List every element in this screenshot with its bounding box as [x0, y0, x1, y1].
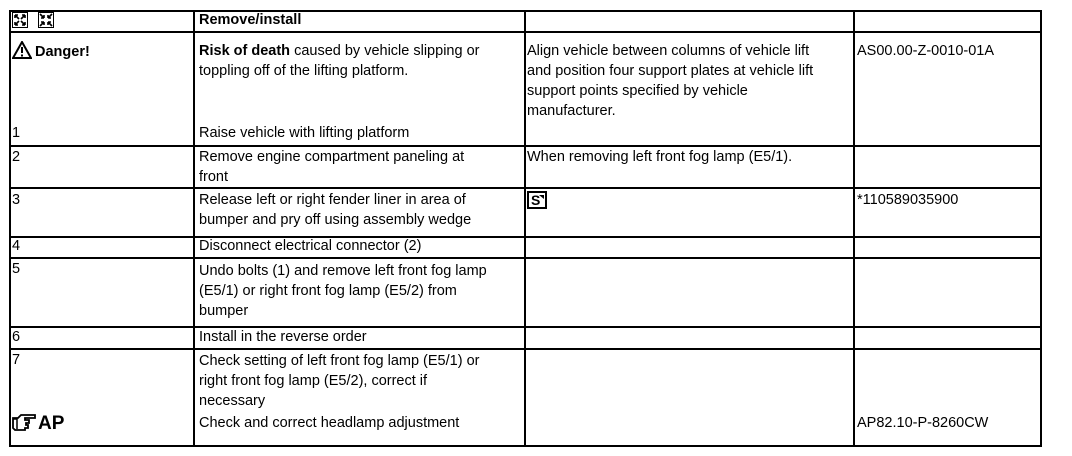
step-line: right front fog lamp (E5/2), correct if [199, 373, 428, 389]
step-text [199, 261, 487, 321]
step-number: 5 [12, 261, 21, 277]
svg-text:S: S [531, 192, 541, 209]
note-line: manufacturer. [527, 103, 616, 119]
step-number: 3 [12, 192, 21, 208]
step-line: Check setting of left front fog lamp (E5/1) or [199, 353, 480, 369]
column-divider [853, 12, 855, 445]
ap-text: Check and correct headlamp adjustment [199, 415, 460, 431]
danger-ref[interactable]: AS00.00-Z-0010-01A [857, 43, 995, 59]
step-number: 7 [12, 352, 21, 368]
step-number: 4 [12, 238, 21, 254]
row-divider [11, 326, 1040, 328]
danger-label [12, 41, 90, 62]
note-line: and position four support plates at vehicle lift [527, 63, 814, 79]
header-icons [12, 10, 60, 30]
risk-bold: Risk of death [199, 43, 291, 59]
row-divider [11, 257, 1040, 259]
row-divider [11, 31, 1040, 33]
step-line: Remove engine compartment paneling at [199, 149, 465, 165]
tool-icon[interactable] [527, 190, 547, 210]
expand-icon[interactable] [12, 12, 28, 28]
step-number: 2 [12, 149, 21, 165]
note-line: Align vehicle between columns of vehicle lift [527, 43, 810, 59]
step-text: Raise vehicle with lifting platform [199, 125, 410, 141]
step-line: bumper and pry off using assembly wedge [199, 212, 472, 228]
collapse-icon[interactable] [38, 12, 54, 28]
step-text [199, 190, 471, 230]
danger-note [527, 41, 813, 121]
ap-label[interactable] [12, 411, 64, 437]
risk-text [199, 41, 479, 81]
step-line: Release left or right fender liner in area of [199, 192, 466, 208]
warning-triangle-icon [12, 41, 32, 59]
danger-text: Danger! [35, 44, 90, 60]
step-text: Disconnect electrical connector (2) [199, 238, 422, 254]
ap-text: AP [38, 413, 65, 434]
ap-ref[interactable]: AP82.10-P-8260CW [857, 415, 989, 431]
section-title: Remove/install [199, 12, 302, 28]
step-line: bumper [199, 303, 249, 319]
row-divider [11, 348, 1040, 350]
column-divider [193, 12, 195, 445]
risk-rest: caused by vehicle slipping or [290, 43, 480, 59]
step-number: 1 [12, 125, 21, 141]
procedure-table [9, 10, 1042, 447]
risk-line-2: toppling off of the lifting platform. [199, 63, 409, 79]
step-text [199, 351, 479, 411]
step-number: 6 [12, 329, 21, 345]
step-line: necessary [199, 393, 266, 409]
row-divider [11, 145, 1040, 147]
step-text: Install in the reverse order [199, 329, 367, 345]
row-divider [11, 236, 1040, 238]
pointing-hand-icon [12, 413, 38, 431]
note-line: support points specified by vehicle [527, 83, 748, 99]
step-line: (E5/1) or right front fog lamp (E5/2) from [199, 283, 457, 299]
column-divider [524, 12, 526, 445]
step-text [199, 147, 464, 187]
tool-ref[interactable]: *110589035900 [857, 192, 959, 208]
row-divider [11, 187, 1040, 189]
step-line: front [199, 169, 229, 185]
step-line: Undo bolts (1) and remove left front fog lamp [199, 263, 487, 279]
step-note: When removing left front fog lamp (E5/1). [527, 149, 793, 165]
